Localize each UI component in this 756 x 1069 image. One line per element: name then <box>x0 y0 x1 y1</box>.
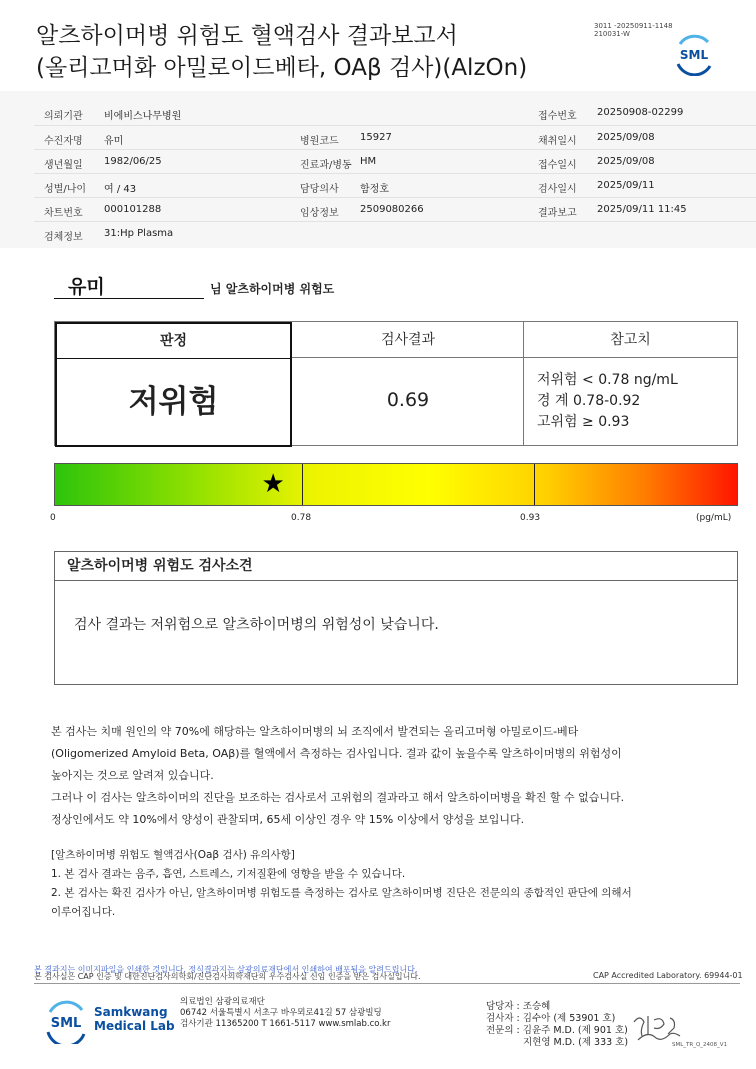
value-hospital-code: 15927 <box>360 132 392 143</box>
gauge-tick-borderline <box>302 464 303 505</box>
staff-manager: 담당자 : 조승혜 <box>486 1001 551 1012</box>
label-specimen-info: 검체정보 <box>44 232 83 243</box>
staff-specialist-1: 전문의 : 김윤주 M.D. (제 901 호) <box>486 1025 628 1036</box>
value-doctor: 함정호 <box>360 184 389 195</box>
label-sex-age: 성별/나이 <box>44 184 87 195</box>
label-department: 진료과/병동 <box>300 160 352 171</box>
value-sex-age: 여 / 43 <box>104 184 137 195</box>
patient-name: 유미 <box>68 276 105 298</box>
staff-info <box>486 1001 628 1049</box>
label-hospital-code: 병원코드 <box>300 136 339 147</box>
value-department: HM <box>360 156 377 167</box>
description-line: 높아지는 것으로 알려져 있습니다. <box>51 769 214 782</box>
sml-logo <box>672 32 716 76</box>
opinion-header: 알츠하이머병 위험도 검사소견 <box>55 552 737 581</box>
cap-notice: 본 검사실은 CAP 인증 및 대한진단검사의학회/진단검사의학재단의 우수검사실 신임 인증을 받은 검사실입니다. <box>34 972 421 981</box>
document-code-line1: 3011 -20250911-1148 <box>594 22 673 30</box>
result-table <box>54 321 738 446</box>
info-row <box>34 149 756 173</box>
reference-low: 저위험 < 0.78 ng/mL <box>537 372 678 388</box>
organization-info <box>180 997 390 1030</box>
verdict-value: 저위험 <box>128 384 219 420</box>
samkwang-logo-mark-text: SML <box>50 1016 82 1031</box>
sml-logo-text: SML <box>679 48 709 62</box>
gauge-label-borderline: 0.78 <box>291 513 312 523</box>
info-row <box>34 125 756 149</box>
description-line: 그러나 이 검사는 알츠하이머의 진단을 보조하는 검사로서 고위험의 결과라고 해서 알츠하이머병을 확진 할 수 없습니다. <box>51 791 625 804</box>
description-line: (Oligomerized Amyloid Beta, OAβ)를 혈액에서 측정하는 검사입니다. 결과 값이 높을수록 알츠하이머병의 위험성이 <box>51 747 622 760</box>
notes-line: 1. 본 검사 결과는 음주, 흡연, 스트레스, 기저질환에 영향을 받을 수 있습니다. <box>51 868 406 880</box>
info-row <box>34 197 756 221</box>
samkwang-logo-icon <box>42 1000 90 1044</box>
label-chart-number: 차트번호 <box>44 208 83 219</box>
label-clinical-info: 임상정보 <box>300 208 339 219</box>
label-birth-date: 생년월일 <box>44 160 83 171</box>
description-line: 본 검사는 치매 원인의 약 70%에 해당하는 알츠하이머병의 뇌 조직에서 발견되는 올리고머형 아밀로이드-베타 <box>51 725 579 738</box>
logo-text-line1: Samkwang <box>94 1005 168 1019</box>
document-code-line2: 210031-W <box>594 30 630 38</box>
value-chart-number: 000101288 <box>104 204 162 215</box>
print-notice: 본 결과지는 이미지파일을 인쇄한 것입니다. 정식결과지는 삼광의료재단에서 인쇄하여 배포됨을 알려드립니다. <box>34 965 418 974</box>
value-report-date: 2025/09/11 11:45 <box>597 204 687 215</box>
patient-heading-suffix: 님 알츠하이머병 위험도 <box>210 282 335 296</box>
opinion-box <box>54 551 738 685</box>
gauge-label-zero: 0 <box>50 513 56 523</box>
result-header: 검사결과 <box>292 322 524 358</box>
gauge-label-high: 0.93 <box>520 513 541 523</box>
label-test-date: 검사일시 <box>538 184 577 195</box>
notes-line: 2. 본 검사는 확진 검사가 아닌, 알츠하이머병 위험도를 측정하는 검사로 알츠하이머병 진단은 전문의의 종합적인 판단에 의해서 <box>51 887 632 899</box>
test-notes <box>51 846 741 922</box>
staff-specialist-2: 지현영 M.D. (제 333 호) <box>523 1037 629 1048</box>
staff-tester: 검사자 : 김수아 (제 53901 호) <box>486 1013 616 1024</box>
test-description <box>51 721 741 831</box>
value-specimen-info: 31:Hp Plasma <box>104 228 174 239</box>
value-test-date: 2025/09/11 <box>597 180 655 191</box>
gauge-unit: (pg/mL) <box>696 513 732 523</box>
description-line: 정상인에서도 약 10%에서 양성이 관찰되며, 65세 이상인 경우 약 15% 이상에서 양성을 보입니다. <box>51 813 525 826</box>
result-value: 0.69 <box>386 389 430 411</box>
patient-name-underline <box>54 298 204 299</box>
notes-line: 이루어집니다. <box>51 906 116 918</box>
report-title-line2: (올리고머화 아밀로이드베타, OAβ 검사)(AlzOn) <box>36 55 528 81</box>
value-patient-name: 유미 <box>104 136 124 147</box>
notes-title: [알츠하이머병 위험도 혈액검사(Oaβ 검사) 유의사항] <box>51 849 295 861</box>
label-patient-name: 수진자명 <box>44 136 83 147</box>
value-collection-date: 2025/09/08 <box>597 132 655 143</box>
risk-gauge <box>54 463 738 506</box>
reference-borderline: 경 계 0.78-0.92 <box>537 393 641 409</box>
opinion-body: 검사 결과는 저위험으로 알츠하이머병의 위험성이 낮습니다. <box>74 617 439 633</box>
report-title <box>36 20 596 84</box>
label-report-date: 결과보고 <box>538 208 577 219</box>
reference-high: 고위험 ≥ 0.93 <box>537 414 630 430</box>
label-requesting-institution: 의뢰기관 <box>44 111 83 122</box>
report-title-line1: 알츠하이머병 위험도 혈액검사 결과보고서 <box>36 23 458 49</box>
org-address: 06742 서울특별시 서초구 바우뫼로41길 57 삼광빌딩 <box>180 1008 382 1018</box>
org-name: 의료법인 삼광의료재단 <box>180 997 265 1007</box>
value-clinical-info: 2509080266 <box>360 204 424 215</box>
footer-divider <box>34 983 740 984</box>
value-requesting-institution: 비에비스나무병원 <box>104 111 182 122</box>
samkwang-logo-text <box>94 1005 175 1033</box>
cap-accreditation: CAP Accredited Laboratory. 69944-01 <box>593 971 743 980</box>
value-birth-date: 1982/06/25 <box>104 156 162 167</box>
document-code <box>594 22 673 38</box>
info-row <box>34 101 756 125</box>
patient-info-table <box>34 101 756 245</box>
value-receipt-date: 2025/09/08 <box>597 156 655 167</box>
info-row <box>34 221 756 245</box>
label-doctor: 담당의사 <box>300 184 339 195</box>
info-row <box>34 173 756 197</box>
verdict-box <box>55 322 292 447</box>
gauge-tick-high <box>534 464 535 505</box>
gauge-marker-star-icon: ★ <box>261 469 285 499</box>
value-receipt-number: 20250908-02299 <box>597 107 684 118</box>
label-collection-date: 채취일시 <box>538 136 577 147</box>
logo-text-line2: Medical Lab <box>94 1019 175 1033</box>
label-receipt-number: 접수번호 <box>538 111 577 122</box>
org-contact: 검사기관 11365200 T 1661-5117 www.smlab.co.kr <box>180 1019 391 1029</box>
label-receipt-date: 접수일시 <box>538 160 577 171</box>
reference-values <box>537 370 678 433</box>
form-code: SML_TR_Q_2408_V1 <box>672 1042 728 1048</box>
reference-header: 참고치 <box>524 322 737 358</box>
verdict-header: 판정 <box>57 324 290 359</box>
